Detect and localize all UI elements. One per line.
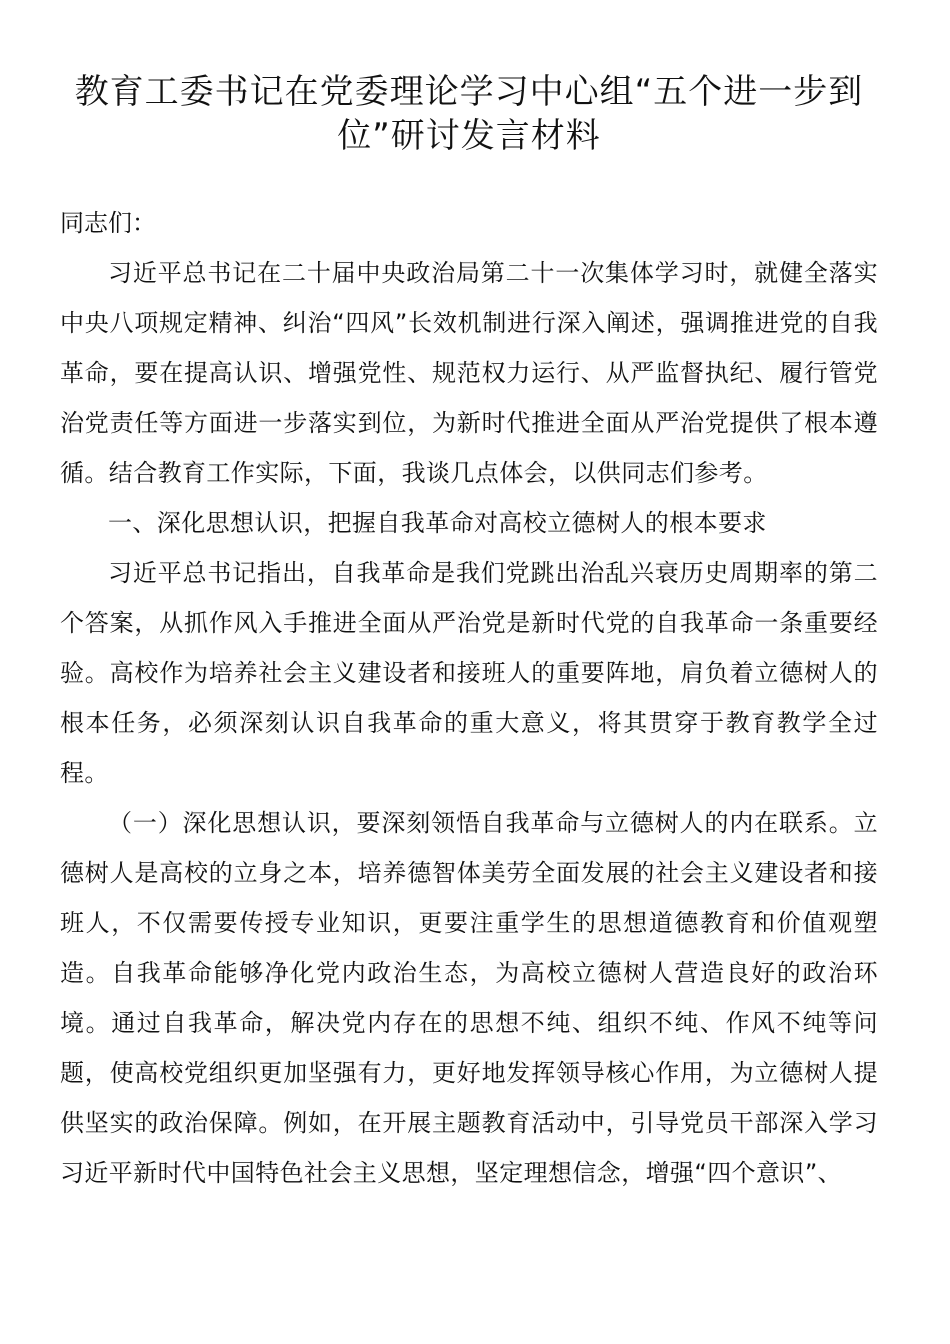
- document-title: 教育工委书记在党委理论学习中心组“五个进一步到位”研讨发言材料: [74, 72, 864, 156]
- subsection-paragraph: （一）深化思想认识，要深刻领悟自我革命与立德树人的内在联系。立德树人是高校的立身之本，培养德智体美劳全面发展的社会主义建设者和接班人，不仅需要传授专业知识，更要注重学生的思想道德教育和价值观塑造。自我革命能够净化党内政治生态，为高校立德树人营造良好的政治环境。通过自我革命，解决党内存在的思想不纯、组织不纯、作风不纯等问题，使高校党组织更加坚强有力，更好地发挥领导核心作用，为立德树人提供坚实的政治保障。例如，在开展主题教育活动中，引导党员干部深入学习习近平新时代中国特色社会主义思想，坚定理想信念，增强“四个意识”、: [60, 809, 878, 1187]
- intro-paragraph: 习近平总书记在二十届中央政治局第二十一次集体学习时，就健全落实中央八项规定精神、纠治“四风”长效机制进行深入阐述，强调推进党的自我革命，要在提高认识、增强党性、规范权力运行、从严监督执纪、履行管党治党责任等方面进一步落实到位，为新时代推进全面从严治党提供了根本遵循。结合教育工作实际，下面，我谈几点体会，以供同志们参考。: [60, 259, 878, 487]
- greeting: 同志们：: [60, 209, 156, 237]
- section-heading: 一、深化思想认识，把握自我革命对高校立德树人的根本要求: [108, 509, 767, 537]
- document-body: [60, 198, 878, 1198]
- section-paragraph: 习近平总书记指出，自我革命是我们党跳出治乱兴衰历史周期率的第二个答案，从抓作风入手推进全面从严治党是新时代党的自我革命一条重要经验。高校作为培养社会主义建设者和接班人的重要阵地，肩负着立德树人的根本任务，必须深刻认识自我革命的重大意义，将其贯穿于教育教学全过程。: [60, 559, 878, 787]
